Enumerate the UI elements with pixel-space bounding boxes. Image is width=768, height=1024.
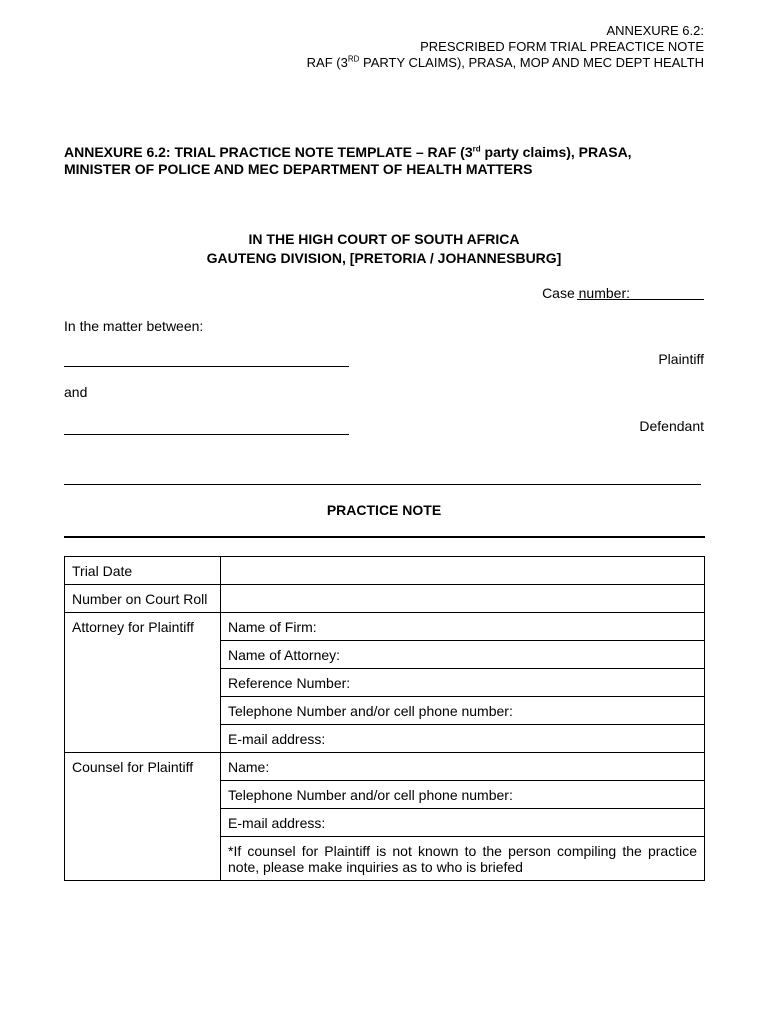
attorney-email-field[interactable]: E-mail address: — [221, 725, 705, 753]
header-line-1: ANNEXURE 6.2: — [606, 23, 704, 38]
title-sup: rd — [472, 144, 481, 154]
practice-note-rule — [64, 536, 705, 538]
court-roll-label: Number on Court Roll — [65, 585, 221, 613]
header-line-3-suffix: PARTY CLAIMS), PRASA, MOP AND MEC DEPT HEALTH — [359, 55, 704, 70]
attorney-firm-field[interactable]: Name of Firm: — [221, 613, 705, 641]
counsel-email-field[interactable]: E-mail address: — [221, 809, 705, 837]
table-row-court-roll — [65, 585, 705, 613]
defendant-name-field[interactable] — [64, 434, 349, 435]
title-line-1 — [64, 144, 714, 161]
attorney-name-field[interactable]: Name of Attorney: — [221, 641, 705, 669]
attorney-reference-field[interactable]: Reference Number: — [221, 669, 705, 697]
table-row-counsel-name — [65, 753, 705, 781]
header-line-3-sup: RD — [347, 54, 360, 64]
title-line-2: MINISTER OF POLICE AND MEC DEPARTMENT OF HEALTH MATTERS — [64, 161, 533, 177]
counsel-phone-field[interactable]: Telephone Number and/or cell phone number: — [221, 781, 705, 809]
plaintiff-label: Plaintiff — [658, 351, 704, 367]
document-title — [64, 144, 714, 178]
plaintiff-name-field[interactable] — [64, 366, 349, 367]
trial-date-field[interactable] — [221, 557, 705, 585]
practice-note-table — [64, 556, 705, 881]
title-part-2: party claims), PRASA, — [480, 144, 632, 160]
header-line-3-prefix: RAF (3 — [306, 55, 348, 70]
header-line-3 — [307, 55, 704, 71]
and-label: and — [64, 384, 88, 400]
defendant-label: Defendant — [639, 418, 704, 434]
counsel-note: *If counsel for Plaintiff is not known to the person compiling the practice note, please make inquiries as to who is briefed — [221, 837, 705, 881]
divider-line — [64, 484, 701, 485]
court-division: GAUTENG DIVISION, [PRETORIA / JOHANNESBURG] — [206, 250, 562, 266]
attorney-phone-field[interactable]: Telephone Number and/or cell phone number: — [221, 697, 705, 725]
matter-between-label: In the matter between: — [64, 318, 204, 334]
case-number-field[interactable] — [577, 299, 704, 300]
table-row-trial-date — [65, 557, 705, 585]
header-line-2: PRESCRIBED FORM TRIAL PREACTICE NOTE — [420, 39, 704, 54]
counsel-name-field[interactable]: Name: — [221, 753, 705, 781]
court-roll-field[interactable] — [221, 585, 705, 613]
counsel-label: Counsel for Plaintiff — [65, 753, 221, 881]
trial-date-label: Trial Date — [65, 557, 221, 585]
attorney-label: Attorney for Plaintiff — [65, 613, 221, 753]
title-part-1: ANNEXURE 6.2: TRIAL PRACTICE NOTE TEMPLATE – RAF (3 — [64, 144, 473, 160]
table-row-attorney-firm — [65, 613, 705, 641]
case-number-label: Case number: — [542, 285, 630, 301]
court-name: IN THE HIGH COURT OF SOUTH AFRICA — [248, 231, 520, 247]
annexure-header — [307, 23, 704, 71]
practice-note-title: PRACTICE NOTE — [326, 502, 442, 518]
